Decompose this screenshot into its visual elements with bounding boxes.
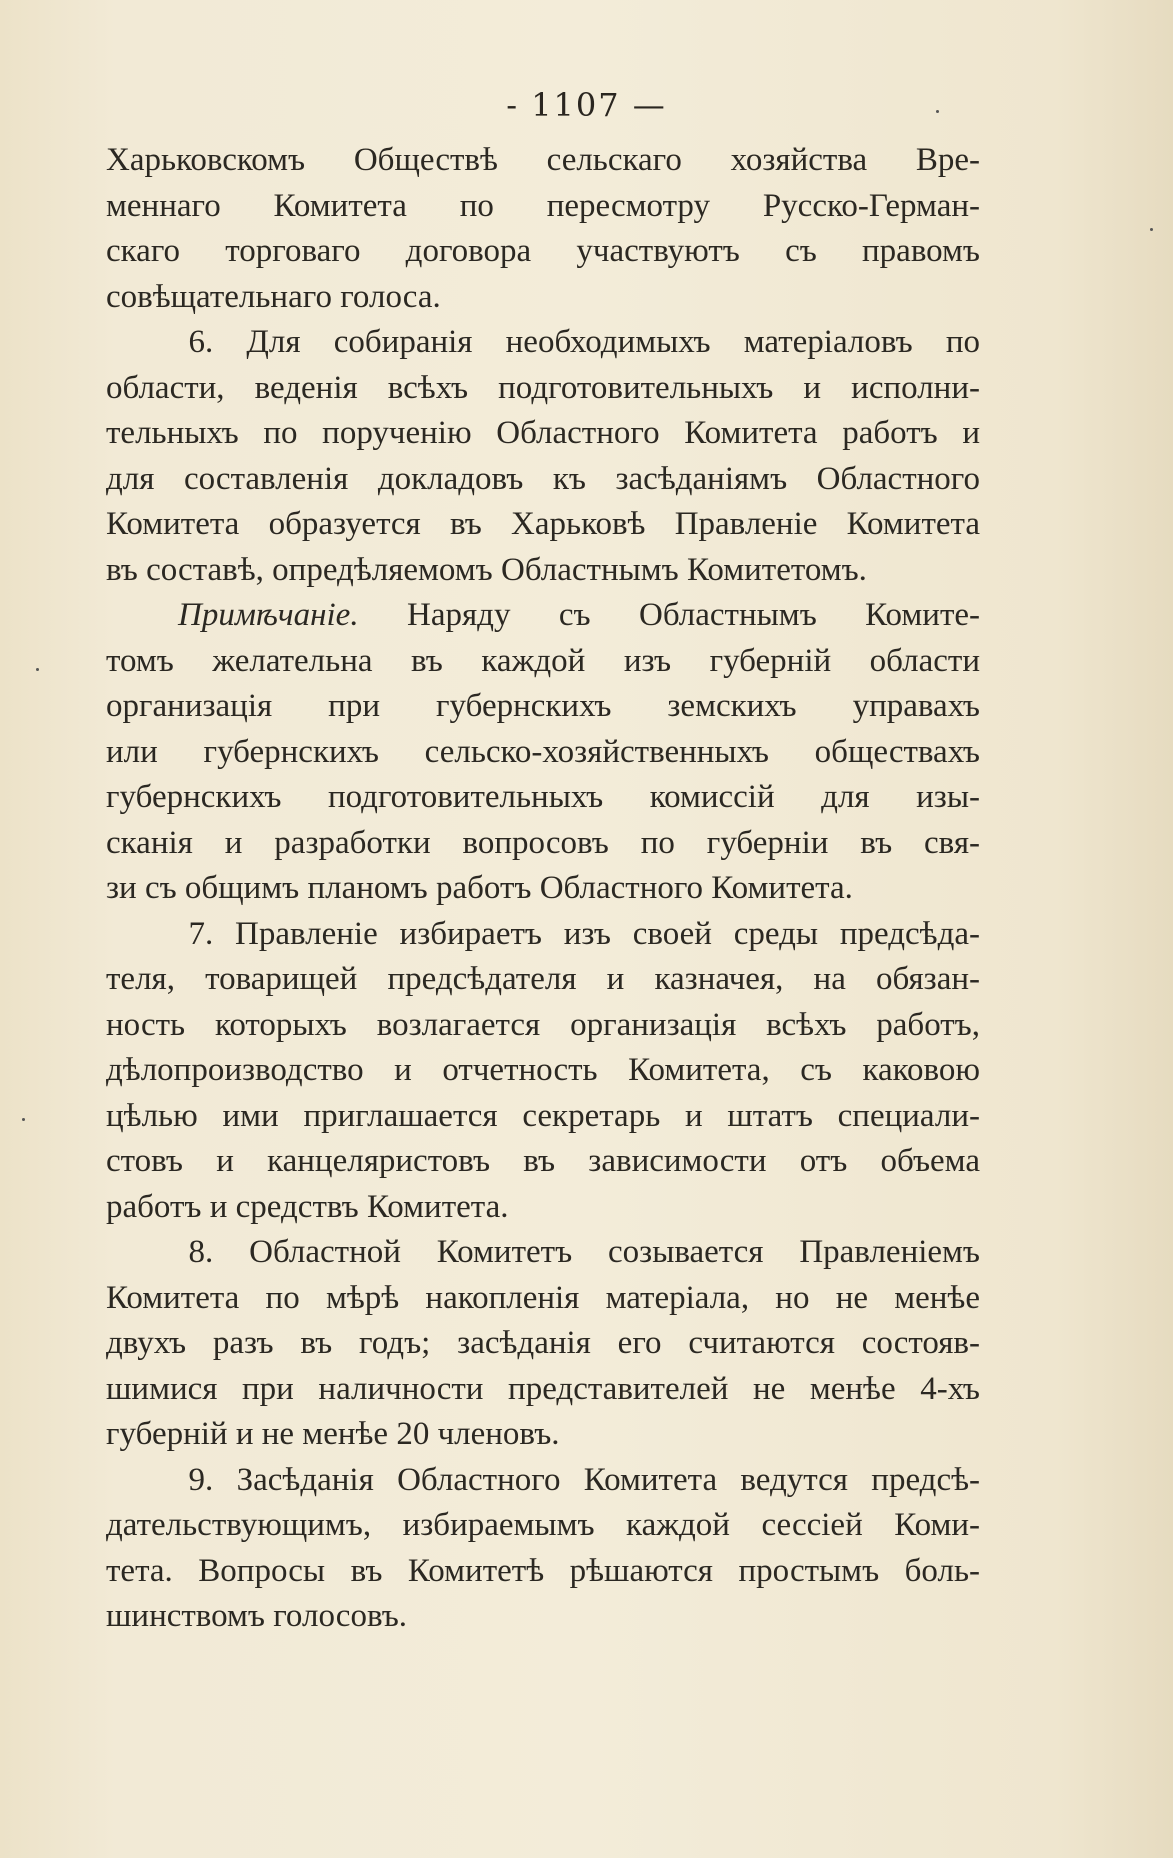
text-line: ность которыхъ возлагается организація всѣхъ работъ, bbox=[106, 1006, 980, 1043]
text-line: меннаго Комитета по пересмотру Русско-Герман- bbox=[106, 187, 980, 224]
note-first-rest: Наряду съ Областнымъ Комите- bbox=[407, 597, 981, 633]
text-line: 6. Для собиранія необходимыхъ матеріаловъ по bbox=[188, 324, 980, 360]
print-speck bbox=[936, 110, 939, 113]
text-line: цѣлью ими приглашается секретарь и штатъ специали- bbox=[106, 1097, 980, 1134]
text-line: зи съ общимъ планомъ работъ Областного Комитета. bbox=[106, 870, 853, 906]
text-line: области, веденія всѣхъ подготовительныхъ и исполни- bbox=[106, 369, 980, 406]
note-title: Примѣчаніе. bbox=[178, 597, 359, 633]
text-line: скаго торговаго договора участвуютъ съ правомъ bbox=[106, 233, 980, 269]
text-line: тета. Вопросы въ Комитетѣ рѣшаются простымъ боль- bbox=[106, 1552, 980, 1589]
text-line: теля, товарищей предсѣдателя и казначея, на обязан- bbox=[106, 961, 980, 997]
text-line: стовъ и канцеляристовъ въ зависимости отъ объема bbox=[106, 1143, 980, 1179]
body-text bbox=[106, 138, 980, 1640]
print-speck bbox=[36, 668, 39, 671]
text-line: губернскихъ подготовительныхъ комиссій для изы- bbox=[106, 779, 980, 815]
text-line: или губернскихъ сельско-хозяйственныхъ обществахъ bbox=[106, 733, 980, 770]
text-line: дѣлопроизводство и отчетность Комитета, съ каковою bbox=[106, 1052, 980, 1088]
print-speck bbox=[22, 1118, 25, 1121]
text-line: шимися при наличности представителей не менѣе 4-хъ bbox=[106, 1370, 980, 1407]
text-line: Комитета по мѣрѣ накопленія матеріала, но не менѣе bbox=[106, 1279, 980, 1316]
text-line: сканія и разработки вопросовъ по губерніи въ свя- bbox=[106, 824, 980, 861]
text-line: дательствующимъ, избираемымъ каждой сессіей Коми- bbox=[106, 1507, 980, 1543]
text-line: шинствомъ голосовъ. bbox=[106, 1598, 408, 1634]
page-number: - 1107 — bbox=[506, 86, 667, 124]
text-line: работъ и средствъ Комитета. bbox=[106, 1188, 509, 1225]
text-line: организація при губернскихъ земскихъ управахъ bbox=[106, 688, 980, 724]
text-line: въ составѣ, опредѣляемомъ Областнымъ Комитетомъ. bbox=[106, 551, 867, 588]
text-line: 8. Областной Комитетъ созывается Правленіемъ bbox=[188, 1234, 980, 1270]
text-line: Харьковскомъ Обществѣ сельскаго хозяйства Вре- bbox=[106, 142, 980, 178]
text-line: совѣщательнаго голоса. bbox=[106, 278, 441, 315]
print-speck bbox=[1150, 228, 1153, 231]
text-line: 7. Правленіе избираетъ изъ своей среды предсѣда- bbox=[188, 915, 980, 952]
text-line: Комитета образуется въ Харьковѣ Правленіе Комитета bbox=[106, 506, 980, 542]
note-first-line bbox=[106, 593, 980, 639]
text-line: губерній и не менѣе 20 членовъ. bbox=[106, 1416, 560, 1452]
text-line: 9. Засѣданія Областного Комитета ведутся предсѣ- bbox=[188, 1461, 980, 1498]
text-line: тельныхъ по порученію Областного Комитета работъ и bbox=[106, 415, 980, 451]
text-line: для составленія докладовъ къ засѣданіямъ Областного bbox=[106, 460, 980, 497]
text-line: двухъ разъ въ годъ; засѣданія его считаются состояв- bbox=[106, 1325, 980, 1361]
text-line: томъ желательна въ каждой изъ губерній области bbox=[106, 642, 980, 679]
